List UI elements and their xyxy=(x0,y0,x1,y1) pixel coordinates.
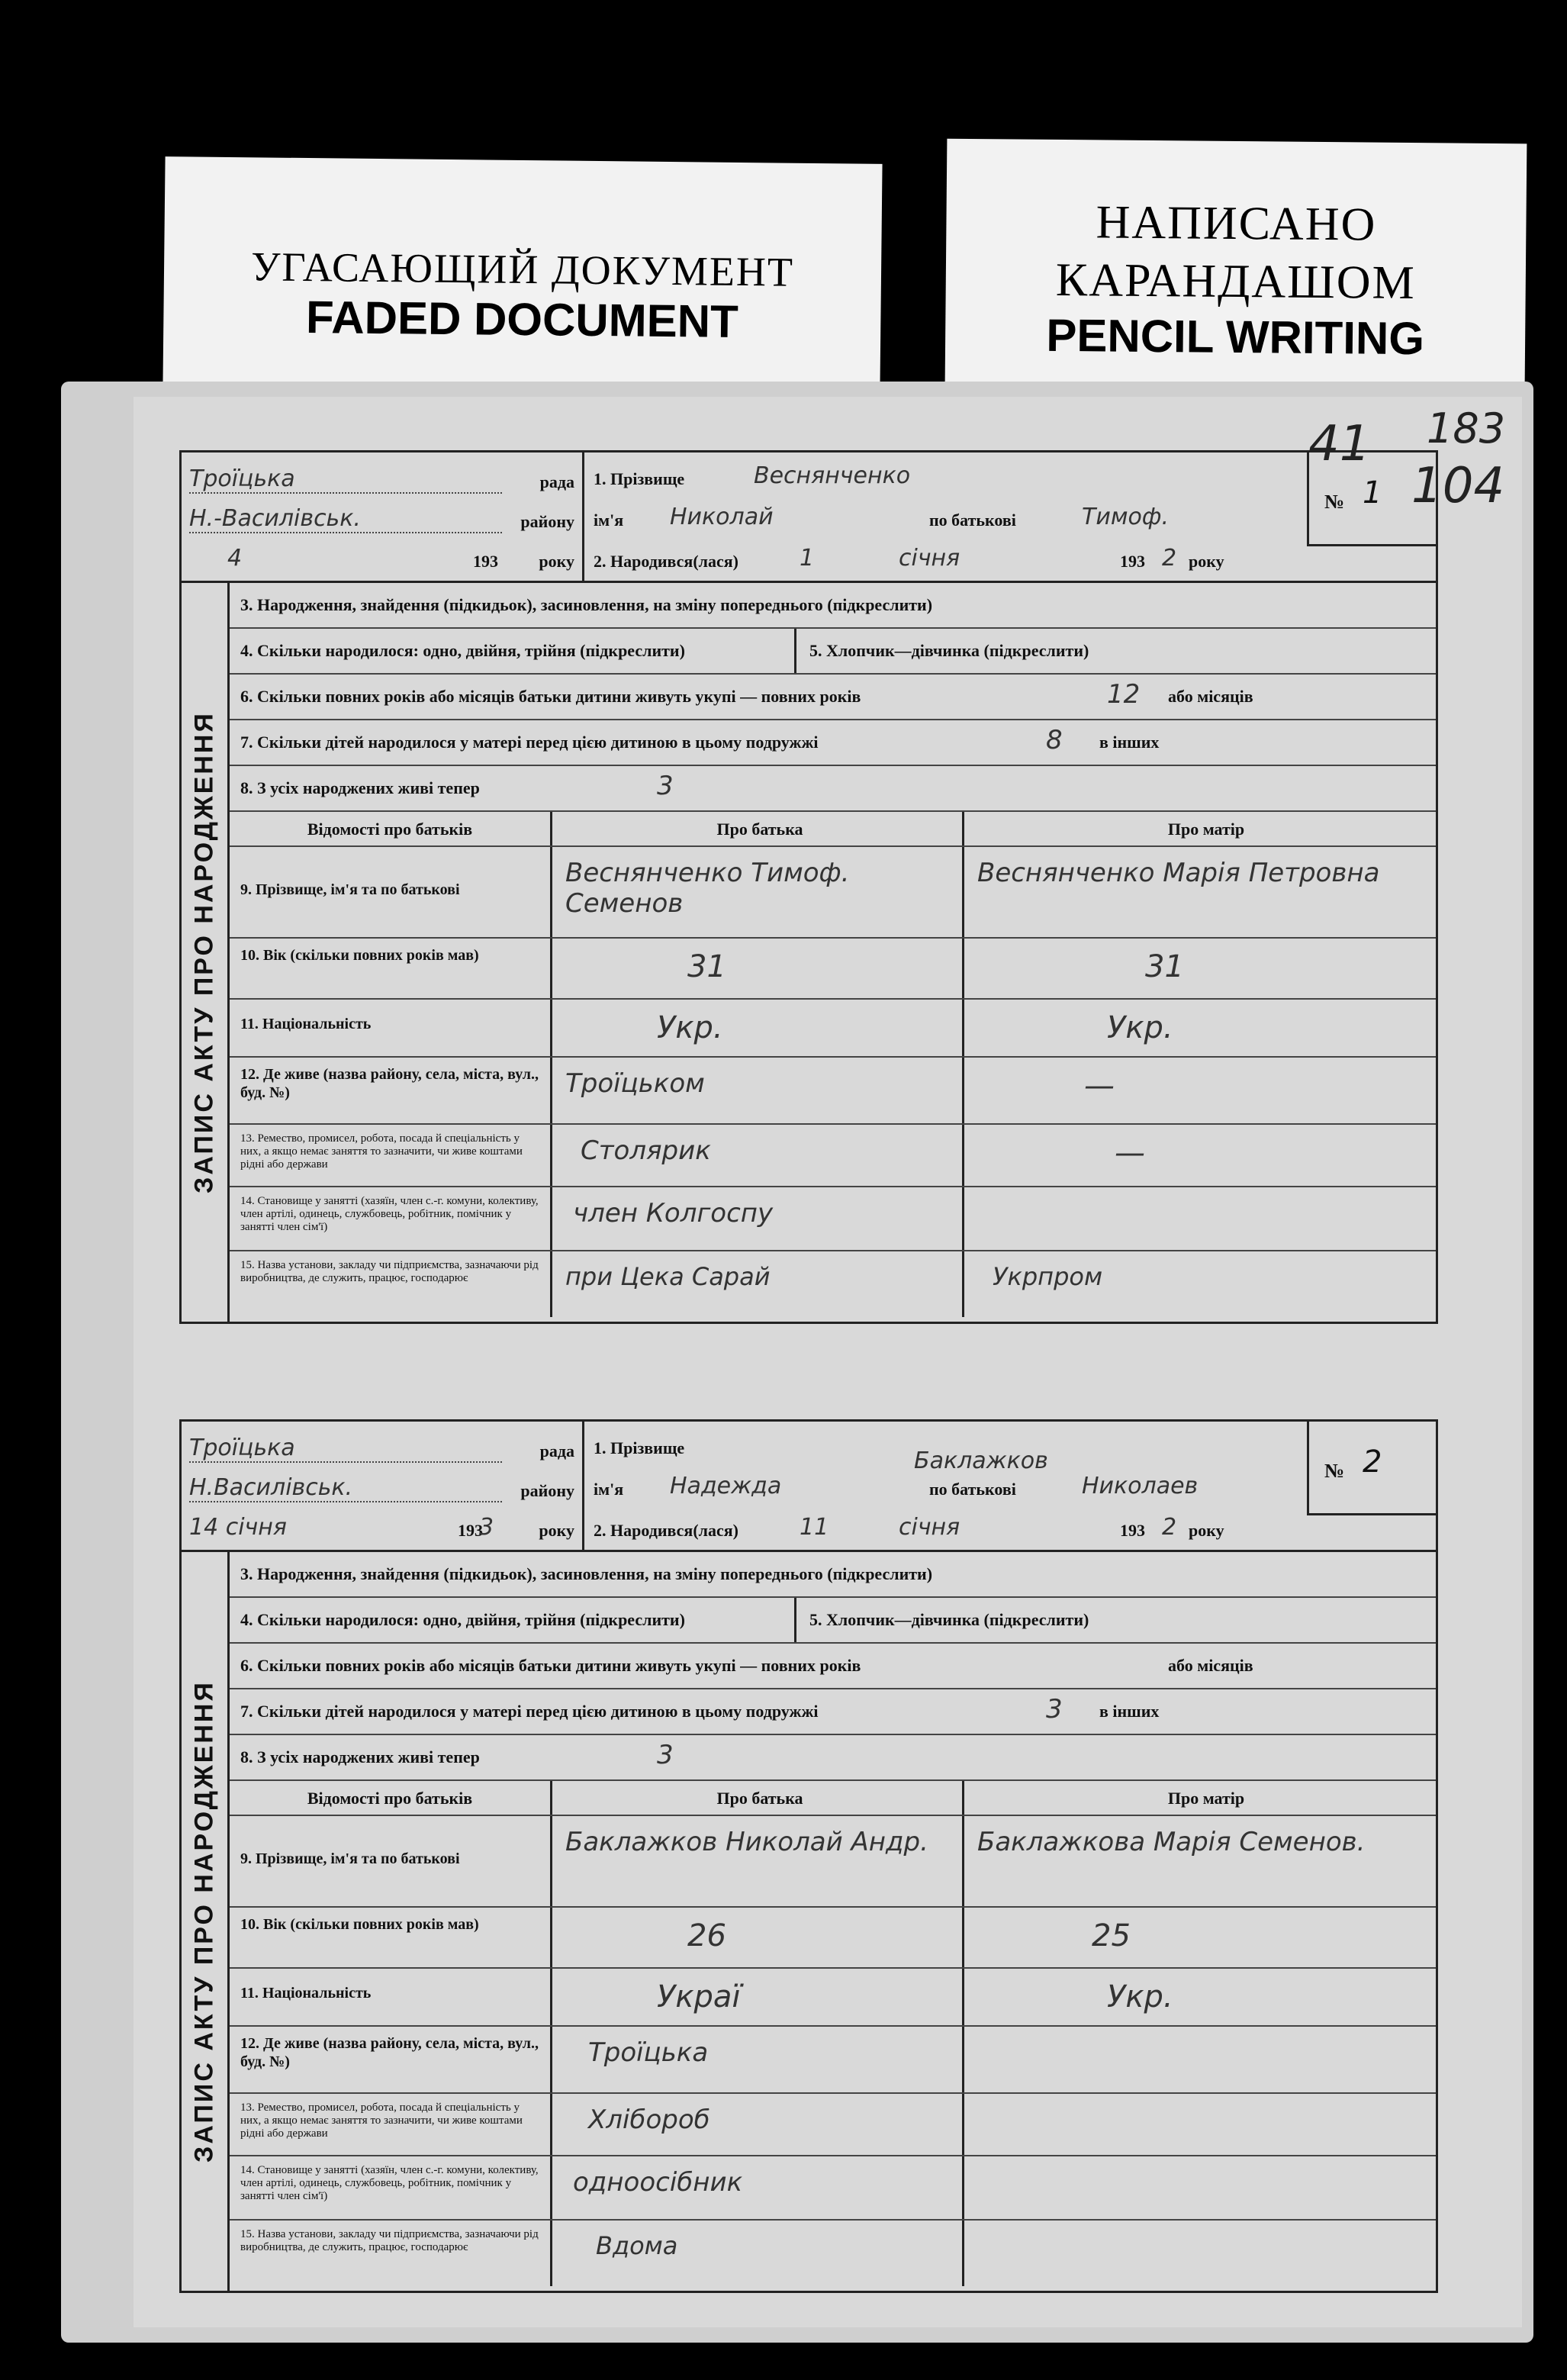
born-year-handwriting: 2 xyxy=(1162,1514,1177,1541)
label-ru-text: УГАСАЮЩИЙ ДОКУМЕНТ xyxy=(250,243,795,295)
row-nationality: 11. Національність Украї Укр. xyxy=(230,1969,1436,2027)
year-prefix: 193 xyxy=(458,1521,483,1540)
name-line xyxy=(594,494,1288,535)
birth-record-form-2 xyxy=(179,1419,1438,2293)
parents-table-header: Відомості про батьків Про батька Про матір xyxy=(230,1781,1436,1816)
district-handwriting: Н.-Василівськ. xyxy=(189,505,361,532)
name-label: ім'я xyxy=(594,510,624,530)
row-residence: 12. Де живе (назва району, села, міста, вул., буд. №) Троїцьком — xyxy=(230,1058,1436,1125)
form-body xyxy=(179,583,1438,1324)
father-age-handwriting: 31 xyxy=(687,949,726,984)
question-3: 3. Народження, знайдення (підкидьок), засиновлення, на зміну попереднього (підкреслити) xyxy=(230,1552,1436,1598)
father-nationality-handwriting: Украї xyxy=(657,1979,741,2014)
father-occupation-handwriting: Хлібороб xyxy=(588,2105,710,2135)
year-label: року xyxy=(539,552,574,571)
child-name-block xyxy=(584,1422,1294,1550)
patronymic-label: по батькові xyxy=(929,1480,1016,1499)
question-4-5: 4. Скільки народилося: одно, двійня, трійня (підкреслити) 5. Хлопчик—дівчинка (підкреслити) xyxy=(230,1598,1436,1644)
question-4-5: 4. Скільки народилося: одно, двійня, трійня (підкреслити) 5. Хлопчик—дівчинка (підкреслити) xyxy=(230,629,1436,675)
father-age-handwriting: 26 xyxy=(687,1918,726,1953)
row-status: 14. Становище у занятті (хазяїн, член с.-г. комуни, колективу, член артілі, одинець, службовець, робітник, помічник у занятті член сім'ї) одноосібник xyxy=(230,2156,1436,2221)
form-body xyxy=(179,1552,1438,2293)
district-handwriting: Н.Василівськ. xyxy=(189,1474,353,1501)
father-residence-handwriting: Троїцька xyxy=(588,2037,709,2068)
mother-name-handwriting: Баклажкова Марія Семенов. xyxy=(977,1827,1366,1857)
council-handwriting: Троїцька xyxy=(189,1435,295,1461)
father-residence-handwriting: Троїцьком xyxy=(565,1068,705,1099)
mother-occupation-handwriting: — xyxy=(1115,1135,1145,1171)
faded-document-label xyxy=(162,156,882,393)
surname-label: 1. Прізвище xyxy=(594,469,685,488)
council-label: рада xyxy=(539,472,574,491)
children-before-handwriting: 8 xyxy=(1046,725,1063,755)
record-number-box xyxy=(1307,452,1436,546)
name-line xyxy=(594,1448,1288,1504)
alive-now-handwriting: 3 xyxy=(657,771,674,801)
form-content xyxy=(227,583,1436,1322)
father-status-handwriting: одноосібник xyxy=(573,2167,743,2198)
born-year-handwriting: 2 xyxy=(1162,545,1177,572)
born-year-label: року xyxy=(1189,552,1224,571)
question-6: 6. Скільки повних років або місяців батьки дитини живуть укупі — повних років 12 або місяців xyxy=(230,675,1436,720)
name-handwriting: Николай xyxy=(670,504,774,530)
council-handwriting: Троїцька xyxy=(189,465,295,492)
father-workplace-handwriting: Вдома xyxy=(596,2231,678,2260)
district-label: району xyxy=(520,512,574,531)
patronymic-handwriting: Тимоф. xyxy=(1082,504,1169,530)
question-8: 8. З усіх народжених живі тепер 3 xyxy=(230,1735,1436,1781)
born-day-handwriting: 1 xyxy=(800,545,815,572)
name-label: ім'я xyxy=(594,1480,624,1499)
pencil-writing-label xyxy=(945,139,1527,388)
row-occupation: 13. Ремество, промисел, робота, посада й спеціальність у них, а якщо немає заняття то зазначити, чи живе коштами рідні або держави Столярик — xyxy=(230,1125,1436,1187)
district-line xyxy=(189,497,574,536)
form-header xyxy=(179,1419,1438,1552)
record-number-handwriting: 1 xyxy=(1363,475,1382,510)
row-residence: 12. Де живе (назва району, села, міста, вул., буд. №) Троїцька xyxy=(230,2027,1436,2094)
born-label: 2. Народився(лася) xyxy=(594,552,738,571)
date-handwriting: 4 xyxy=(227,545,243,572)
record-number-label: № xyxy=(1324,491,1345,513)
year-digit-handwriting: 3 xyxy=(479,1514,494,1541)
year-line xyxy=(189,1506,574,1545)
row-status: 14. Становище у занятті (хазяїн, член с.-г. комуни, колективу, член артілі, одинець, службовець, робітник, помічник у занятті член сім'ї) член Колгоспу xyxy=(230,1187,1436,1251)
parents-table-header: Відомості про батьків Про батька Про матір xyxy=(230,812,1436,847)
patronymic-label: по батькові xyxy=(929,510,1016,530)
children-before-handwriting: 3 xyxy=(1046,1694,1063,1725)
council-line xyxy=(189,457,574,497)
father-name-handwriting: Веснянченко Тимоф. Семенов xyxy=(565,858,850,919)
council-line xyxy=(189,1426,574,1466)
question-7: 7. Скільки дітей народилося у матері перед цією дитиною в цьому подружжі 8 в інших xyxy=(230,720,1436,766)
surname-line xyxy=(594,452,1288,494)
council-block xyxy=(182,1422,584,1550)
question-3: 3. Народження, знайдення (підкидьок), засиновлення, на зміну попереднього (підкреслити) xyxy=(230,583,1436,629)
mother-nationality-handwriting: Укр. xyxy=(1107,1979,1173,2014)
council-block xyxy=(182,452,584,581)
corner-number-b: 183 xyxy=(1427,404,1506,452)
born-month-handwriting: січня xyxy=(899,1514,960,1541)
mother-age-handwriting: 31 xyxy=(1145,949,1184,984)
mother-residence-handwriting: — xyxy=(1084,1068,1115,1103)
row-workplace: 15. Назва установи, закладу чи підприємства, зазначаючи рід виробництва, де служить, працює, господарює при Цека Сарай Укрпром xyxy=(230,1251,1436,1317)
born-month-handwriting: січня xyxy=(899,545,960,572)
patronymic-handwriting: Николаев xyxy=(1082,1473,1199,1499)
born-line xyxy=(594,535,1288,576)
surname-label: 1. Прізвище xyxy=(594,1438,685,1457)
record-number-box xyxy=(1307,1422,1436,1515)
child-name-block xyxy=(584,452,1294,581)
label-ru-text-2: КАРАНДАШОМ xyxy=(1055,253,1416,310)
born-year-prefix: 193 xyxy=(1120,1521,1145,1540)
mother-nationality-handwriting: Укр. xyxy=(1107,1010,1173,1045)
side-title: ЗАПИС АКТУ ПРО НАРОДЖЕННЯ xyxy=(189,1680,219,2163)
question-8: 8. З усіх народжених живі тепер 3 xyxy=(230,766,1436,812)
question-7: 7. Скільки дітей народилося у матері перед цією дитиною в цьому подружжі 3 в інших xyxy=(230,1689,1436,1735)
name-handwriting: Надежда xyxy=(670,1473,782,1499)
born-label: 2. Народився(лася) xyxy=(594,1521,738,1540)
father-workplace-handwriting: при Цека Сарай xyxy=(565,1262,771,1291)
label-ru-text-1: НАПИСАНО xyxy=(1096,196,1377,251)
surname-handwriting: Баклажков xyxy=(914,1448,1048,1474)
born-year-label: року xyxy=(1189,1521,1224,1540)
label-en-text: PENCIL WRITING xyxy=(1046,309,1425,365)
year-line xyxy=(189,536,574,576)
district-label: району xyxy=(520,1481,574,1500)
label-en-text: FADED DOCUMENT xyxy=(305,291,739,347)
father-status-handwriting: член Колгоспу xyxy=(573,1198,774,1229)
row-full-name: 9. Прізвище, ім'я та по батькові Веснянченко Тимоф. Семенов Веснянченко Марія Петровна xyxy=(230,847,1436,939)
form-header xyxy=(179,450,1438,583)
father-occupation-handwriting: Столярик xyxy=(581,1135,711,1166)
question-6: 6. Скільки повних років або місяців батьки дитини живуть укупі — повних років або місяців xyxy=(230,1644,1436,1689)
row-workplace: 15. Назва установи, закладу чи підприємства, зазначаючи рід виробництва, де служить, працює, господарює Вдома xyxy=(230,2221,1436,2286)
surname-handwriting: Веснянченко xyxy=(754,462,911,489)
date-handwriting: 14 січня xyxy=(189,1514,287,1541)
mother-name-handwriting: Веснянченко Марія Петровна xyxy=(977,858,1380,888)
district-line xyxy=(189,1466,574,1506)
row-nationality: 11. Національність Укр. Укр. xyxy=(230,1000,1436,1058)
mother-age-handwriting: 25 xyxy=(1092,1918,1131,1953)
alive-now-handwriting: 3 xyxy=(657,1740,674,1770)
father-nationality-handwriting: Укр. xyxy=(657,1010,723,1045)
born-line xyxy=(594,1504,1288,1545)
form-content xyxy=(227,1552,1436,2291)
side-title: ЗАПИС АКТУ ПРО НАРОДЖЕННЯ xyxy=(189,711,219,1193)
year-label: року xyxy=(539,1521,574,1540)
born-year-prefix: 193 xyxy=(1120,552,1145,571)
year-prefix: 193 xyxy=(473,552,498,571)
row-full-name: 9. Прізвище, ім'я та по батькові Баклажков Николай Андр. Баклажкова Марія Семенов. xyxy=(230,1816,1436,1908)
row-occupation: 13. Ремество, промисел, робота, посада й спеціальність у них, а якщо немає заняття то зазначити, чи живе коштами рідні або держави Хлібороб xyxy=(230,2094,1436,2156)
mother-workplace-handwriting: Укрпром xyxy=(993,1262,1103,1291)
row-age: 10. Вік (скільки повних років мав) 26 25 xyxy=(230,1908,1436,1969)
born-day-handwriting: 11 xyxy=(800,1514,829,1541)
corner-number-a: 41 xyxy=(1308,416,1371,472)
corner-number-c: 104 xyxy=(1411,458,1505,514)
birth-record-form-1 xyxy=(179,450,1438,1324)
record-number-label: № xyxy=(1324,1460,1345,1482)
council-label: рада xyxy=(539,1441,574,1461)
record-number-handwriting: 2 xyxy=(1363,1444,1382,1480)
father-name-handwriting: Баклажков Николай Андр. xyxy=(565,1827,928,1857)
years-together-handwriting: 12 xyxy=(1107,679,1141,710)
row-age: 10. Вік (скільки повних років мав) 31 31 xyxy=(230,939,1436,1000)
